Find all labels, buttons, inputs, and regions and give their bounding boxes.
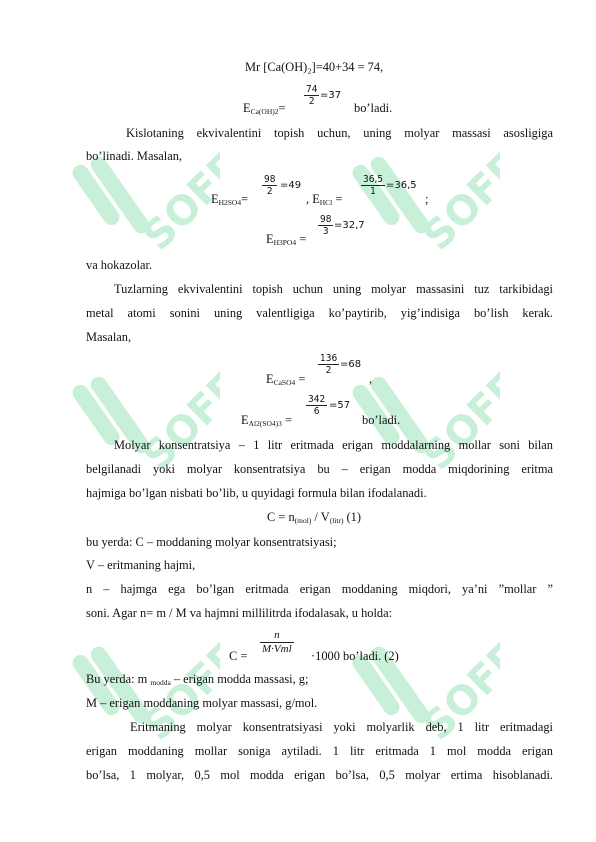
paragraph-line: Bu yerda: m $_{modda}$ – erigan modda massasi, g;: [86, 672, 309, 687]
watermark-text: SOFF: [134, 363, 220, 480]
paragraph-line: va hokazolar.: [86, 258, 153, 272]
paragraph-line: belgilanadi yoki molyar konsentratsiya bu – erigan modda miqdorining eritma: [86, 462, 553, 476]
paragraph-line: n – hajmga ega bo’lgan eritmada erigan moddaning miqdori, ya’ni ”mollar ”: [86, 582, 553, 596]
paragraph-line: metal atomi sonini uning valentligiga ko’paytirib, yig’indisiga bo’lish kerak.: [86, 306, 553, 320]
fraction-hcl: $\frac{36,5}{1}$: [363, 174, 384, 197]
paragraph-line: erigan moddaning mollar soniga aytiladi. 1 litr eritmada 1 mol modda erigan: [86, 744, 553, 758]
watermark-text: SOFF: [414, 143, 500, 260]
paragraph-line: M – erigan moddaning molyar massasi, g/mol.: [86, 696, 318, 710]
watermark-text: SOFF: [414, 363, 500, 480]
paragraph-line: bo’lsa, 1 molyar, 0,5 mol modda erigan bo’lsa, 0,5 molyar ertima hisoblanadi.: [86, 768, 553, 782]
fraction-h2so4-result: =49: [280, 180, 302, 191]
watermark-logo: [70, 120, 220, 270]
paragraph-line: V – eritmaning hajmi,: [86, 558, 196, 572]
paragraph-line: Masalan,: [86, 330, 132, 344]
equivalent-caoh2-tail: bo’ladi.: [354, 101, 393, 115]
equivalent-caoh2-label: $E_{Ca(OH)2}=$: [243, 101, 286, 116]
fraction-al2so43: $\frac{342}{6}$: [308, 394, 326, 417]
fraction-caso4-result: =68: [340, 359, 362, 370]
paragraph-line: Tuzlarning ekvivalentini topish uchun uning molyar massasini tuz tarkibidagi: [114, 282, 553, 296]
paragraph-line: bu yerda: C – moddaning molyar konsentratsiyasi;: [86, 535, 337, 549]
fraction-al2so43-result: =57: [329, 400, 351, 411]
fraction-formula-2: n M·Vml: [262, 629, 292, 655]
fraction-caoh2-result: =37: [320, 90, 342, 101]
formula-1: $C = n_{(mol)} / V_{(litr)}$ (1): [267, 510, 361, 525]
fraction-hcl-result: =36,5: [386, 180, 417, 191]
molar-mass-line: Mr [Ca(OH)₂]=40+34 = 74,: [245, 60, 384, 74]
paragraph-line: hajmiga bo’lgan nisbati bo’lib, u quyidagi formula bilan ifodalanadi.: [86, 486, 427, 500]
fraction-h3po4: $\frac{98}{3}$: [320, 214, 332, 237]
paragraph-line: Kislotaning ekvivalentini topish uchun, uning molyar massasi asosligiga: [126, 126, 553, 140]
fraction-h3po4-result: =32,7: [334, 220, 365, 231]
formula-2-label: C =: [229, 649, 248, 663]
fraction-h2so4: $\frac{98}{2}$: [264, 174, 276, 197]
equivalent-al2so43-tail: bo’ladi.: [362, 413, 401, 427]
equivalent-hcl-label: , $E_{HCl}$ =: [306, 192, 343, 207]
formula-2-tail: ·1000 bo’ladi. (2): [311, 649, 399, 663]
comma: ,: [369, 372, 373, 386]
fraction-caoh2: $\frac{74}{2}$: [306, 84, 318, 107]
watermark-text: SOFF: [414, 633, 500, 750]
paragraph-line: soni. Agar n= m / M va hajmni millilitrda ifodalasak, u holda:: [86, 606, 393, 620]
paragraph-line: bo’linadi. Masalan,: [86, 149, 183, 163]
paragraph-line: Eritmaning molyar konsentratsiyasi yoki molyarlik deb, 1 litr eritmadagi: [130, 720, 553, 734]
equivalent-al2so43-label: $E_{Al2(SO4)3}$ =: [241, 413, 293, 428]
equivalent-h2so4-label: $E_{H2SO4}=$: [211, 192, 249, 207]
semicolon: ;: [425, 192, 429, 206]
watermark-text: SOFF: [134, 633, 220, 750]
equivalent-caso4-label: $E_{CaSO4}$ =: [266, 372, 306, 387]
paragraph-line: Molyar konsentratsiya – 1 litr eritmada erigan moddalarning mollar soni bilan: [114, 438, 553, 452]
equivalent-h3po4-label: $E_{H3PO4}$ =: [266, 232, 307, 247]
fraction-caso4: $\frac{136}{2}$: [320, 353, 338, 376]
watermark-text: SOFF: [134, 143, 220, 260]
